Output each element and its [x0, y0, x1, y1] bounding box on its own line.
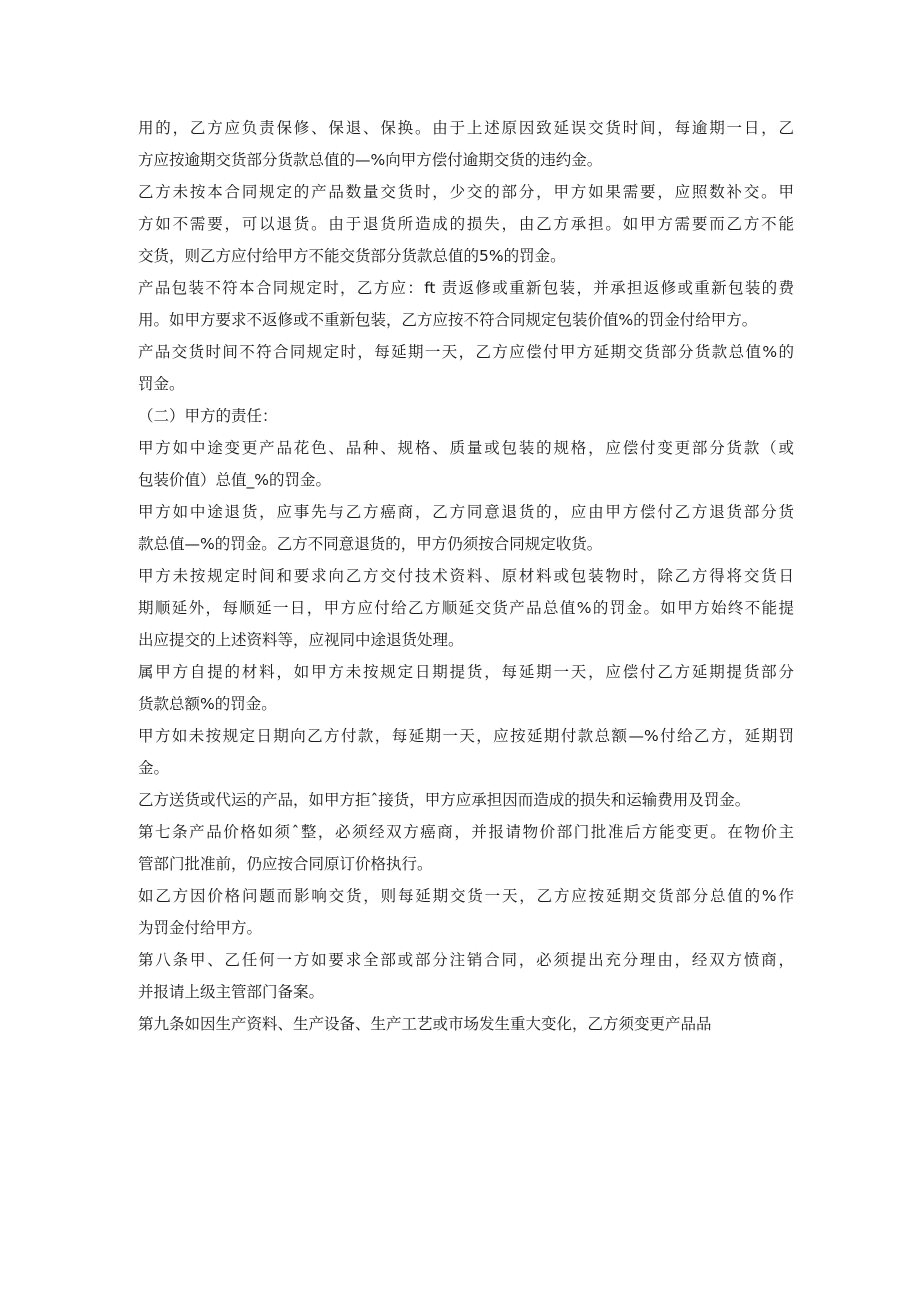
paragraph: [138, 1008, 794, 1040]
paragraph: [138, 336, 794, 400]
paragraph-line: 乙方送货或代运的产品，如甲方拒ˆ接货，甲方应承担因而造成的损失和运输费用及罚金。: [138, 791, 751, 809]
paragraph-line: 包装价值）总值_%的罚金。: [138, 471, 331, 489]
paragraph-line: 期顺延外，每顺延一日，甲方应付给乙方顺延交货产品总值%的罚金。如甲方始终不能提: [138, 599, 794, 617]
paragraph: [138, 656, 794, 720]
paragraph-line: 产品包装不符本合同规定时，乙方应：ft 责返修或重新包装，并承担返修或重新包装的费: [138, 279, 794, 297]
paragraph-line: 出应提交的上述资料等，应视同中途退货处理。: [138, 631, 464, 649]
paragraph: [138, 880, 794, 944]
paragraph: [138, 720, 794, 784]
paragraph: [138, 944, 794, 1008]
paragraph-line: 用。如甲方要求不返修或不重新包装，乙方应按不符合同规定包装价值%的罚金付给甲方。: [138, 311, 758, 329]
paragraph-line: 货款总额%的罚金。: [138, 695, 277, 713]
paragraph-line: 第七条产品价格如须ˆ整，必须经双方癌商，并报请物价部门批准后方能变更。在物价主: [138, 823, 794, 841]
paragraph-line: 甲方如未按规定日期向乙方付款，每延期一天，应按延期付款总额—%付给乙方，延期罚: [138, 727, 794, 745]
paragraph-line: 用的，乙方应负责保修、保退、保换。由于上述原因致延误交货时间，每逾期一日，乙: [138, 119, 794, 137]
paragraph-line: 属甲方自提的材料，如甲方未按规定日期提货，每延期一天，应偿付乙方延期提货部分: [138, 663, 794, 681]
paragraph-line: 款总值—%的罚金。乙方不同意退货的，甲方仍须按合同规定收货。: [138, 535, 603, 553]
paragraph: [138, 272, 794, 336]
paragraph-line: 方应按逾期交货部分货款总值的—%向甲方偿付逾期交货的违约金。: [138, 151, 603, 169]
paragraph-line: 甲方未按规定时间和要求向乙方交付技术资料、原材料或包装物时，除乙方得将交货日: [138, 567, 794, 585]
paragraph: [138, 400, 794, 432]
paragraph-line: 如乙方因价格问题而影响交货，则每延期交货一天，乙方应按延期交货部分总值的%作: [138, 887, 794, 905]
paragraph-line: 方如不需要，可以退货。由于退货所造成的损失，由乙方承担。如甲方需要而乙方不能: [138, 215, 794, 233]
document-body: [138, 112, 794, 1040]
paragraph: [138, 112, 794, 176]
paragraph-line: 第八条甲、乙任何一方如要求全部或部分注销合同，必须提出充分理由，经双方愤商，: [138, 951, 794, 969]
paragraph-line: 第九条如因生产资料、生产设备、生产工艺或市场发生重大变化，乙方须变更产品品: [138, 1015, 712, 1033]
paragraph: [138, 784, 794, 816]
paragraph-line: 并报请上级主管部门备案。: [138, 983, 325, 1001]
paragraph-line: 甲方如中途变更产品花色、品种、规格、质量或包装的规格，应偿付变更部分货款（或: [138, 439, 794, 457]
paragraph-line: 产品交货时间不符合同规定时，每延期一天，乙方应偿付甲方延期交货部分货款总值%的: [138, 343, 794, 361]
paragraph-line: 乙方未按本合同规定的产品数量交货时，少交的部分，甲方如果需要，应照数补交。甲: [138, 183, 794, 201]
paragraph-line: 金。: [138, 759, 170, 777]
paragraph: [138, 560, 794, 656]
paragraph-line: （二）甲方的责任：: [138, 407, 278, 425]
paragraph-line: 罚金。: [138, 375, 185, 393]
paragraph: [138, 176, 794, 272]
paragraph: [138, 816, 794, 880]
paragraph-line: 为罚金付给甲方。: [138, 919, 263, 937]
paragraph: [138, 496, 794, 560]
paragraph-line: 交货，则乙方应付给甲方不能交货部分货款总值的5%的罚金。: [138, 247, 566, 265]
paragraph: [138, 432, 794, 496]
paragraph-line: 甲方如中途退货，应事先与乙方癌商，乙方同意退货的，应由甲方偿付乙方退货部分货: [138, 503, 794, 521]
paragraph-line: 管部门批准前，仍应按合同原订价格执行。: [138, 855, 433, 873]
